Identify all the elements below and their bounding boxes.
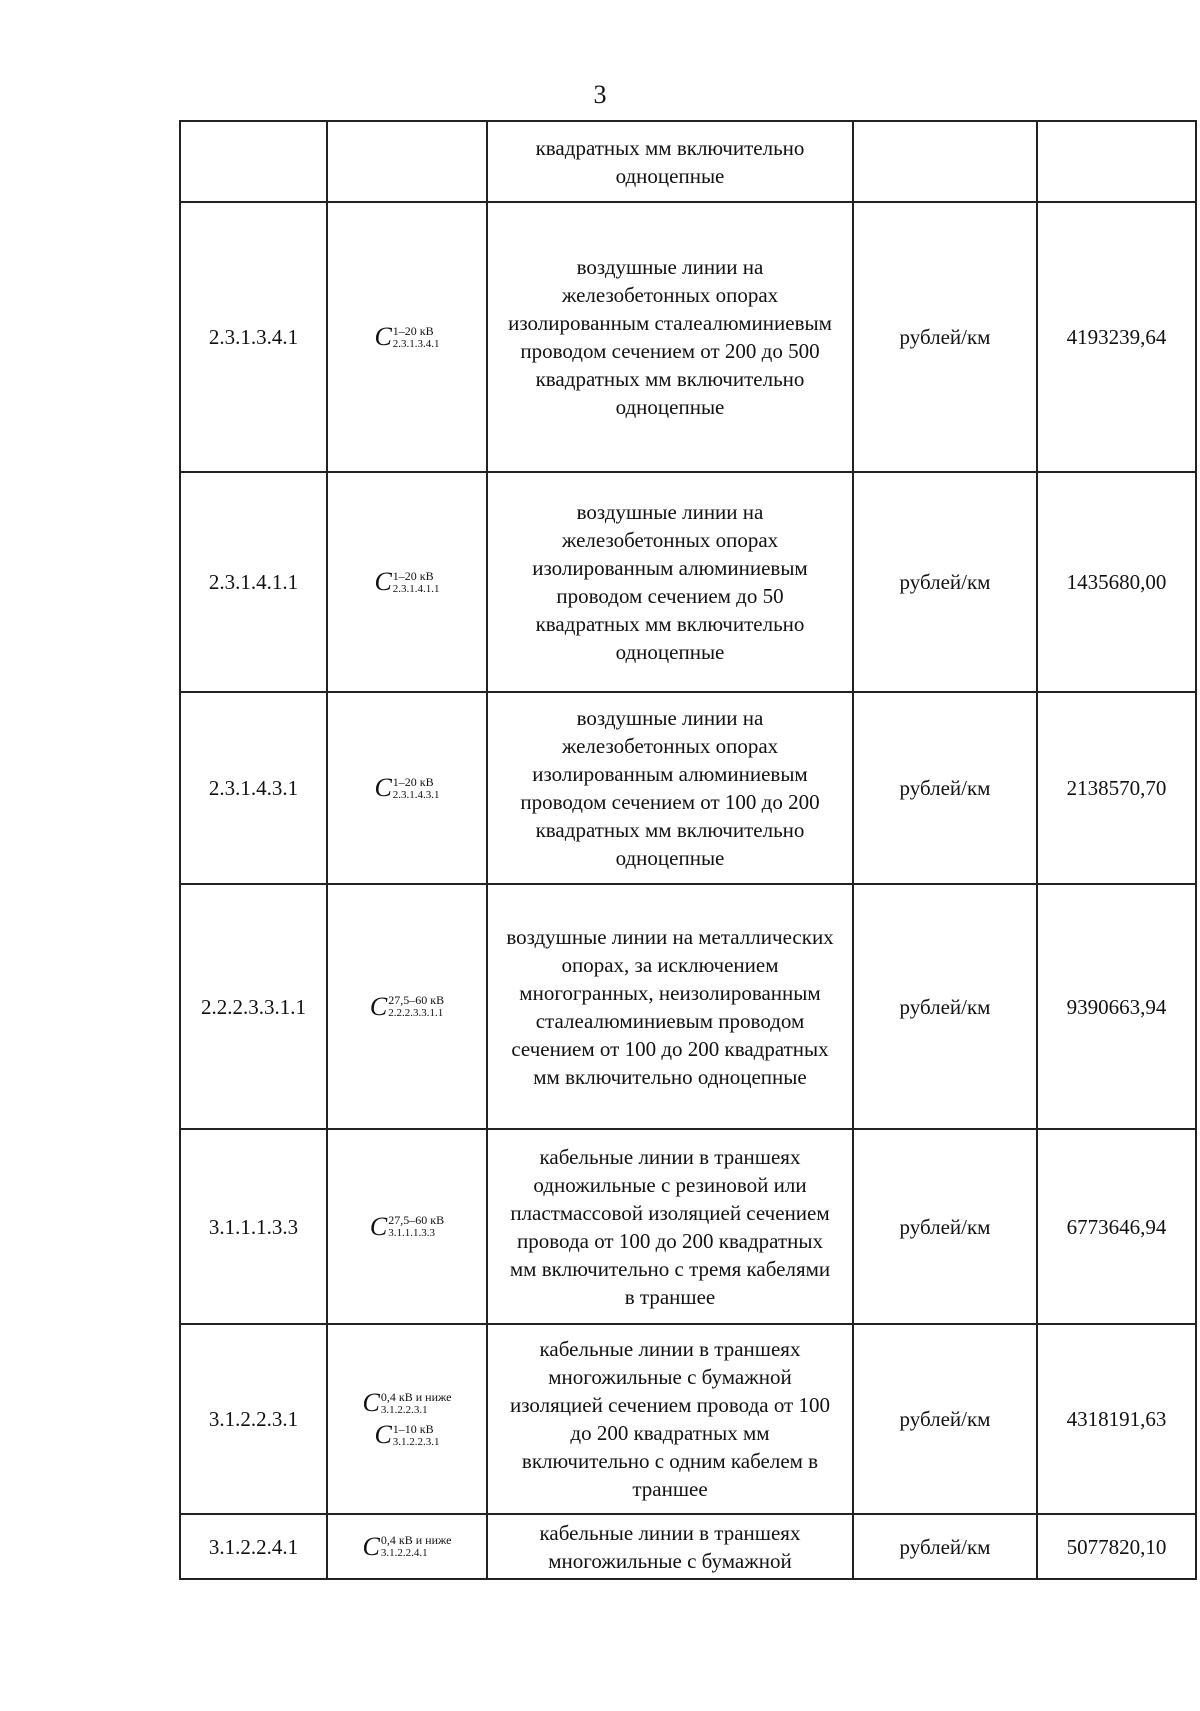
row-number-cell: 3.1.2.2.4.1 [180,1514,327,1579]
row-number-cell: 2.2.2.3.3.1.1 [180,884,327,1129]
rate-symbol-voltage: 1–10 кВ [392,1421,434,1436]
rate-symbol-cell [327,884,487,1129]
rate-symbol-index: 2.3.1.4.1.1 [392,582,440,595]
rate-symbol-cell [327,1514,487,1579]
rate-symbol-letter: C [374,322,392,351]
value-cell: 9390663,94 [1037,884,1196,1129]
value-cell: 1435680,00 [1037,472,1196,692]
unit-cell [853,121,1037,202]
rate-symbol-cell [327,692,487,884]
unit-cell: рублей/км [853,1129,1037,1324]
table-row [180,121,1196,202]
table-row [180,472,1196,692]
unit-cell: рублей/км [853,692,1037,884]
row-number-cell: 2.3.1.4.3.1 [180,692,327,884]
rate-symbol-voltage: 1–20 кВ [392,323,434,338]
value-cell: 4193239,64 [1037,202,1196,472]
value-cell [1037,121,1196,202]
description-cell [487,121,853,202]
rate-symbol-letter: C [369,1211,388,1241]
rate-symbol-voltage: 1–20 кВ [392,568,434,583]
rate-symbol-index: 3.1.2.2.3.1 [392,1435,440,1448]
description-cell [487,692,853,884]
description-text: кабельные линии в траншеях одножильные с резиновой или пластмассовой изоляцией сечением провода от 100 до 200 квадратных мм включительно с тремя кабелями в траншее [509,1144,831,1309]
table-row [180,202,1196,472]
description-cell [487,472,853,692]
description-text: кабельные линии в траншеях многожильные с бумажной [539,1520,801,1573]
rate-symbol-stack [334,1390,480,1448]
description-cell [487,1129,853,1324]
rate-symbol-stack [334,775,480,801]
rate-symbol [374,324,439,350]
rate-symbol [374,1422,439,1448]
rate-symbol [374,775,439,801]
rates-table-body [180,121,1196,1579]
unit-cell: рублей/км [853,202,1037,472]
rate-symbol-voltage: 27,5–60 кВ [388,1213,445,1227]
rate-symbol-stack [334,1211,480,1241]
rate-symbol-index: 3.1.2.2.4.1 [380,1547,428,1559]
unit-cell: рублей/км [853,1514,1037,1579]
unit-cell: рублей/км [853,472,1037,692]
row-number-cell: 3.1.2.2.3.1 [180,1324,327,1514]
description-text: воздушные линии на железобетонных опорах изолированным алюминиевым проводом сечением от 100 до 200 квадратных мм включительно одноцепные [520,706,820,870]
rate-symbol-letter: C [362,1388,380,1417]
rate-symbol-cell [327,472,487,692]
rate-symbol [362,1531,452,1561]
rate-symbol-stack [334,991,480,1021]
unit-cell: рублей/км [853,884,1037,1129]
rate-symbol-letter: C [369,991,388,1021]
table-row [180,1324,1196,1514]
table-row [180,1514,1196,1579]
rate-symbol-cell [327,121,487,202]
description-text: воздушные линии на железобетонных опорах изолированным сталеалюминиевым проводом сечением от 200 до 500 квадратных мм включительно одноцепные [508,255,832,419]
table-row [180,884,1196,1129]
rates-table [179,120,1197,1580]
row-number-cell: 2.3.1.3.4.1 [180,202,327,472]
description-cell [487,1514,853,1579]
rate-symbol-voltage: 0,4 кВ и ниже [380,1533,452,1547]
rate-symbol [369,1211,445,1241]
rate-symbol [363,1390,452,1416]
rate-symbol-letter: C [374,1420,392,1449]
rate-symbol [374,569,439,595]
rate-symbol-stack [334,569,480,595]
rate-symbol-stack [334,324,480,350]
rate-symbol-index: 2.2.2.3.3.1.1 [388,1007,444,1019]
description-cell [487,1324,853,1514]
value-cell: 4318191,63 [1037,1324,1196,1514]
table-row [180,692,1196,884]
rate-symbol-letter: C [374,567,392,596]
row-number-cell: 3.1.1.1.3.3 [180,1129,327,1324]
rate-symbol-stack [334,1531,480,1561]
description-cell [487,884,853,1129]
rate-symbol-cell [327,1324,487,1514]
rate-symbol-voltage: 0,4 кВ и ниже [380,1389,452,1404]
rate-symbol-cell [327,202,487,472]
description-text: воздушные линии на металлических опорах, за исключением многогранных, неизолированным сталеалюминиевым проводом сечением от 100 до 200 квадратных мм включительно одноцепные [506,924,834,1089]
description-text: воздушные линии на железобетонных опорах изолированным алюминиевым проводом сечением до 50 квадратных мм включительно одноцепные [532,500,808,664]
table-row [180,1129,1196,1324]
row-number-cell [180,121,327,202]
rate-symbol-letter: C [374,773,392,802]
rate-symbol-voltage: 1–20 кВ [392,774,434,789]
row-number-cell: 2.3.1.4.1.1 [180,472,327,692]
description-cell [487,202,853,472]
rate-symbol-index: 3.1.2.2.3.1 [380,1403,428,1416]
rate-symbol-voltage: 27,5–60 кВ [388,993,445,1007]
page-number: 3 [593,80,607,109]
rate-symbol-index: 2.3.1.3.4.1 [392,337,440,350]
rate-symbol-cell [327,1129,487,1324]
unit-cell: рублей/км [853,1324,1037,1514]
rate-symbol-index: 3.1.1.1.3.3 [388,1227,435,1239]
rate-symbol [369,991,445,1021]
value-cell: 2138570,70 [1037,692,1196,884]
value-cell: 6773646,94 [1037,1129,1196,1324]
description-text: кабельные линии в траншеях многожильные с бумажной изоляцией сечением провода от 100 до 200 квадратных мм включительно с одним кабелем в траншее [510,1337,830,1501]
description-text: квадратных мм включительно одноцепные [535,135,805,188]
value-cell: 5077820,10 [1037,1514,1196,1579]
rate-symbol-index: 2.3.1.4.3.1 [392,788,440,801]
rate-symbol-letter: C [362,1531,380,1561]
